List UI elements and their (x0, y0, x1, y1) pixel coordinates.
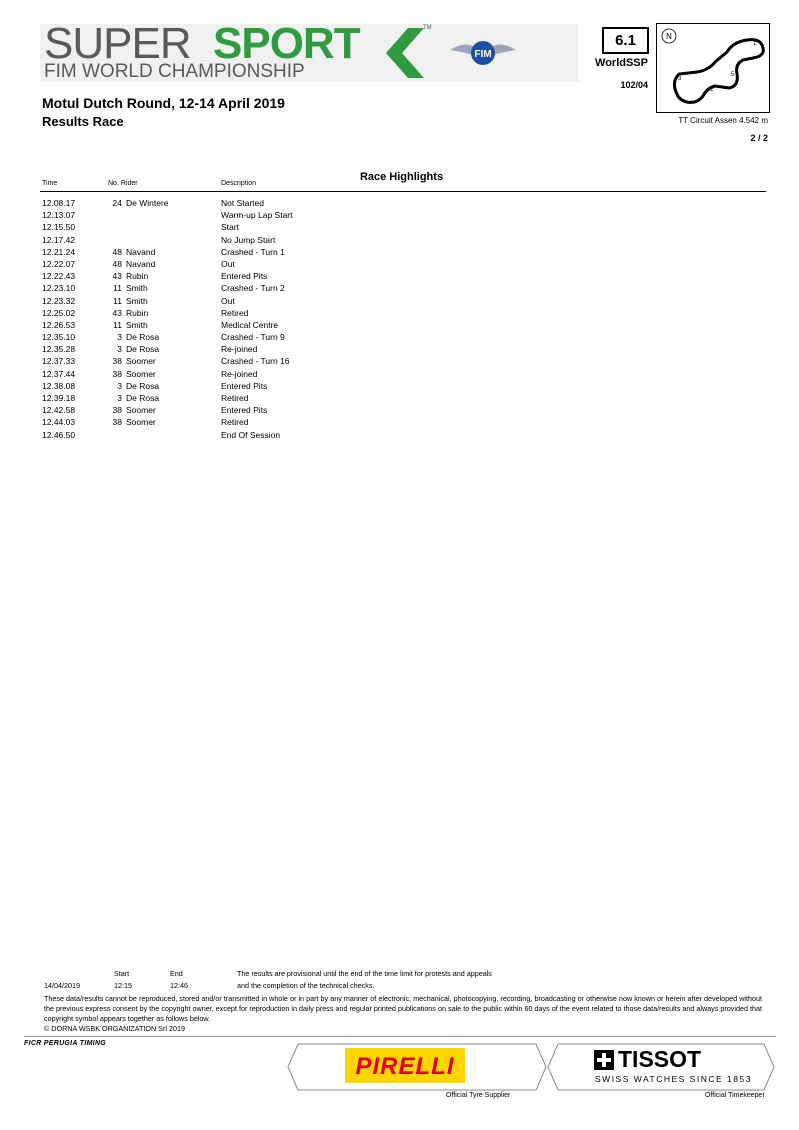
table-row (42, 380, 442, 392)
column-rider: No. Rider (108, 180, 138, 187)
row-description: Crashed - Turn 9 (221, 332, 285, 343)
row-number: 24 (112, 198, 122, 208)
table-row (42, 295, 442, 307)
class-name: WorldSSP (595, 57, 648, 69)
row-description: Re-joined (221, 344, 258, 355)
row-time: 12.46.50 (42, 429, 76, 440)
footer-divider (24, 1036, 776, 1037)
row-rider: Soomer (126, 417, 156, 428)
row-description: Entered Pits (221, 271, 268, 282)
row-number: 3 (117, 332, 122, 343)
row-number: 11 (113, 295, 122, 306)
table-row (42, 319, 442, 331)
north-indicator: N (666, 32, 672, 41)
row-time: 12.21.24 (42, 246, 76, 257)
row-time: 12.39.18 (42, 393, 76, 403)
table-row (42, 404, 442, 416)
page-number: 2 / 2 (750, 133, 768, 143)
table-row (42, 282, 442, 294)
tissot-tagline: SWISS WATCHES SINCE 1853 (595, 1074, 752, 1084)
row-time: 12.15.50 (42, 222, 76, 233)
footer-end-label: End (170, 969, 183, 978)
row-description: Medical Centre (221, 319, 279, 330)
row-number: 38 (112, 356, 122, 367)
row-description: Crashed - Turn 1 (221, 246, 285, 257)
row-time: 12.25.02 (42, 307, 76, 318)
row-time: 12.23.10 (42, 283, 76, 294)
row-description: Crashed - Turn 2 (221, 283, 285, 294)
logo-subtitle: FIM WORLD CHAMPIONSHIP (44, 61, 305, 82)
footer-date: 14/04/2019 (44, 981, 80, 990)
fim-badge-text: FIM (474, 49, 492, 60)
row-time: 12.35.10 (42, 332, 76, 343)
footer-legal-notice: These data/results cannot be reproduced, stored and/or transmitted in whole or in part by any manner of electronic, mechanical, photocopying, recording, broadcasting or otherwise now known or herein after developed without the previous express consent by the copyright owner, except for reproduction in daily press and regular printed publications on sale to the public within 60 days of the event related to those data/results and always provided that copyright symbol appears together as follows below. (44, 994, 762, 1023)
row-description: Entered Pits (221, 405, 268, 416)
table-row (42, 234, 442, 246)
row-number: 11 (113, 283, 122, 294)
logo-super: SUPER (44, 19, 191, 68)
row-description: Not Started (221, 198, 264, 208)
row-number: 43 (112, 271, 122, 282)
circuit-name: TT Circuit Assen 4.542 m (678, 116, 768, 125)
section-title: Race Highlights (359, 171, 444, 183)
row-time: 12.08.17 (42, 198, 76, 208)
row-description: Warm-up Lap Start (221, 210, 293, 221)
row-number: 48 (112, 246, 122, 257)
footer-start-label: Start (114, 969, 130, 978)
footer-end-time: 12:46 (170, 981, 188, 990)
row-number: 38 (112, 405, 122, 416)
tissot-logo-text: TISSOT (618, 1046, 702, 1072)
page-code: 102/04 (620, 80, 648, 90)
row-description: No Jump Start (221, 234, 276, 245)
map-turn-5: 5 (731, 72, 735, 78)
tissot-label: Official Timekeeper (705, 1092, 765, 1099)
row-rider: De Wintere (126, 198, 169, 208)
row-rider: Smith (126, 319, 148, 330)
row-description: Out (221, 295, 235, 306)
table-row (42, 197, 442, 209)
row-description: Retired (221, 393, 249, 403)
table-row (42, 221, 442, 233)
pirelli-logo-text: PIRELLI (355, 1053, 455, 1080)
row-description: End Of Session (221, 429, 281, 440)
row-number: 48 (112, 258, 122, 269)
row-time: 12.13.07 (42, 210, 76, 221)
header-divider (40, 191, 766, 192)
highlights-table (42, 197, 442, 441)
logo-sport: SPORT (213, 19, 360, 68)
row-rider: Soomer (126, 405, 156, 416)
chevron-logo-icon (380, 26, 428, 80)
table-row (42, 209, 442, 221)
table-row (42, 270, 442, 282)
row-description: Crashed - Turn 16 (221, 356, 290, 367)
session-title: Results Race (42, 114, 124, 129)
row-rider: Soomer (126, 368, 156, 379)
row-time: 12.26.53 (42, 319, 76, 330)
event-title: Motul Dutch Round, 12-14 April 2019 (42, 95, 285, 111)
table-row (42, 246, 442, 258)
pirelli-label: Official Tyre Supplier (446, 1092, 511, 1099)
row-rider: De Rosa (126, 380, 160, 391)
row-time: 12.35.28 (42, 344, 76, 355)
table-row (42, 368, 442, 380)
row-rider: Navand (126, 246, 156, 257)
map-turn-3: 3 (678, 76, 682, 82)
table-row (42, 429, 442, 441)
row-description: Entered Pits (221, 380, 268, 391)
map-turn-2: 2 (710, 87, 714, 93)
row-number: 3 (117, 393, 122, 403)
row-description: Start (221, 222, 239, 233)
document-code: 6.1 (602, 27, 649, 54)
map-turn-1: 1 (753, 41, 757, 47)
circuit-map-icon (657, 24, 769, 112)
footer-copyright: © DORNA WSBK ORGANIZATION Srl 2019 (44, 1024, 185, 1033)
row-rider: Smith (126, 283, 148, 294)
table-row (42, 331, 442, 343)
row-time: 12.22.07 (42, 258, 76, 269)
row-number: 3 (117, 380, 122, 391)
timing-provider: FICR PERUGIA TIMING (24, 1040, 107, 1047)
row-number: 43 (112, 307, 122, 318)
fim-logo-icon (448, 36, 518, 72)
row-description: Re-joined (221, 368, 258, 379)
logo-tm: TM (423, 25, 432, 31)
row-number: 38 (112, 417, 122, 428)
row-rider: De Rosa (126, 344, 160, 355)
row-time: 12.37.44 (42, 368, 76, 379)
footer-start-time: 12:15 (114, 981, 132, 990)
column-time: Time (42, 180, 58, 187)
table-row (42, 343, 442, 355)
table-row (42, 307, 442, 319)
row-number: 38 (112, 368, 122, 379)
footer-provisional-1: The results are provisional until the end of the time limit for protests and appeals (237, 969, 492, 978)
row-number: 3 (117, 344, 122, 355)
row-time: 12.17.42 (42, 234, 76, 245)
row-rider: Rubin (126, 307, 149, 318)
footer-provisional-2: and the completion of the technical checks. (237, 981, 375, 990)
row-rider: De Rosa (126, 393, 160, 403)
row-description: Retired (221, 307, 249, 318)
column-description: Description (221, 180, 257, 187)
row-rider: Smith (126, 295, 148, 306)
table-row (42, 392, 442, 404)
row-rider: Rubin (126, 271, 149, 282)
tissot-cross-icon (594, 1050, 616, 1070)
row-rider: De Rosa (126, 332, 160, 343)
table-row (42, 416, 442, 428)
row-description: Retired (221, 417, 249, 428)
row-time: 12.22.43 (42, 271, 76, 282)
table-row (42, 258, 442, 270)
row-number: 11 (113, 319, 122, 330)
row-description: Out (221, 258, 235, 269)
table-row (42, 355, 442, 367)
circuit-map (656, 23, 770, 113)
row-time: 12.37.33 (42, 356, 76, 367)
row-rider: Navand (126, 258, 156, 269)
row-time: 12.38.08 (42, 380, 76, 391)
row-time: 12.42.58 (42, 405, 76, 416)
row-time: 12.23.32 (42, 295, 76, 306)
row-rider: Soomer (126, 356, 156, 367)
row-time: 12.44.03 (42, 417, 76, 428)
